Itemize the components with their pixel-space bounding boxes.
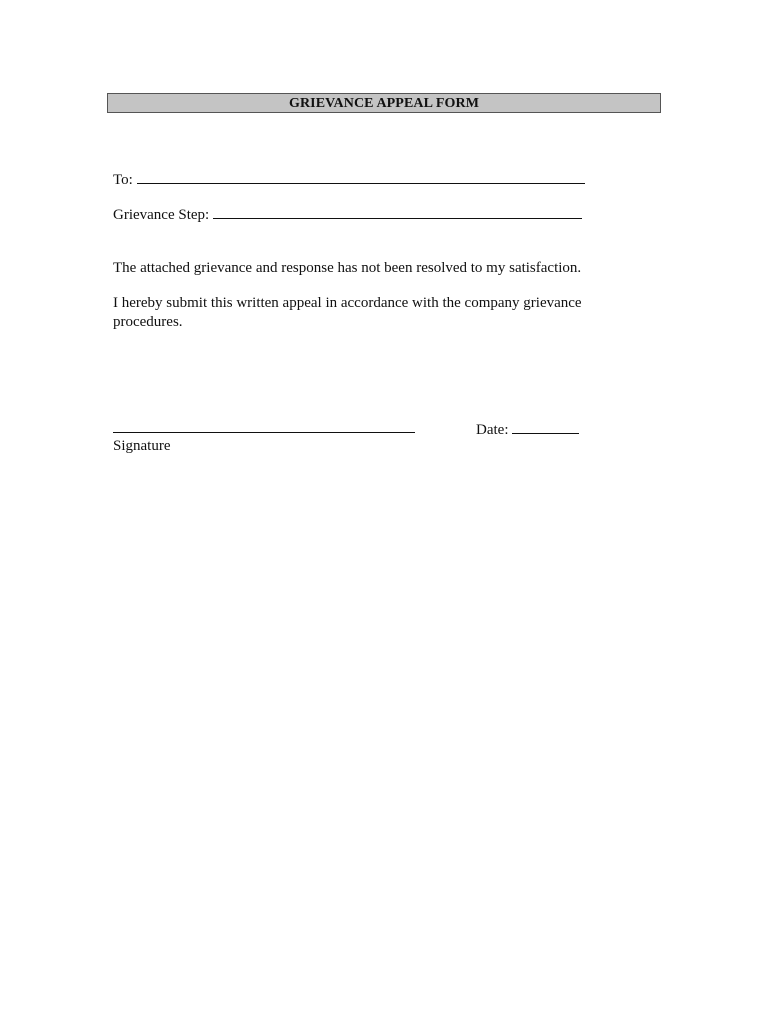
appeal-text: I hereby submit this written appeal in accordance with the company grievance procedures. [113,295,582,330]
signature-field[interactable] [113,418,415,433]
grievance-step-label: Grievance Step: [113,207,210,223]
grievance-step-field[interactable] [213,204,582,219]
statement-text: The attached grievance and response has not been resolved to my satisfaction. [113,260,582,276]
to-row [113,169,585,189]
date-field[interactable] [512,419,579,434]
grievance-step-row [113,204,582,224]
signature-label: Signature [113,438,171,454]
date-label: Date: [476,422,509,438]
to-field[interactable] [137,169,585,184]
date-row [476,419,579,439]
to-label: To: [113,172,133,188]
form-title: GRIEVANCE APPEAL FORM [107,93,661,113]
